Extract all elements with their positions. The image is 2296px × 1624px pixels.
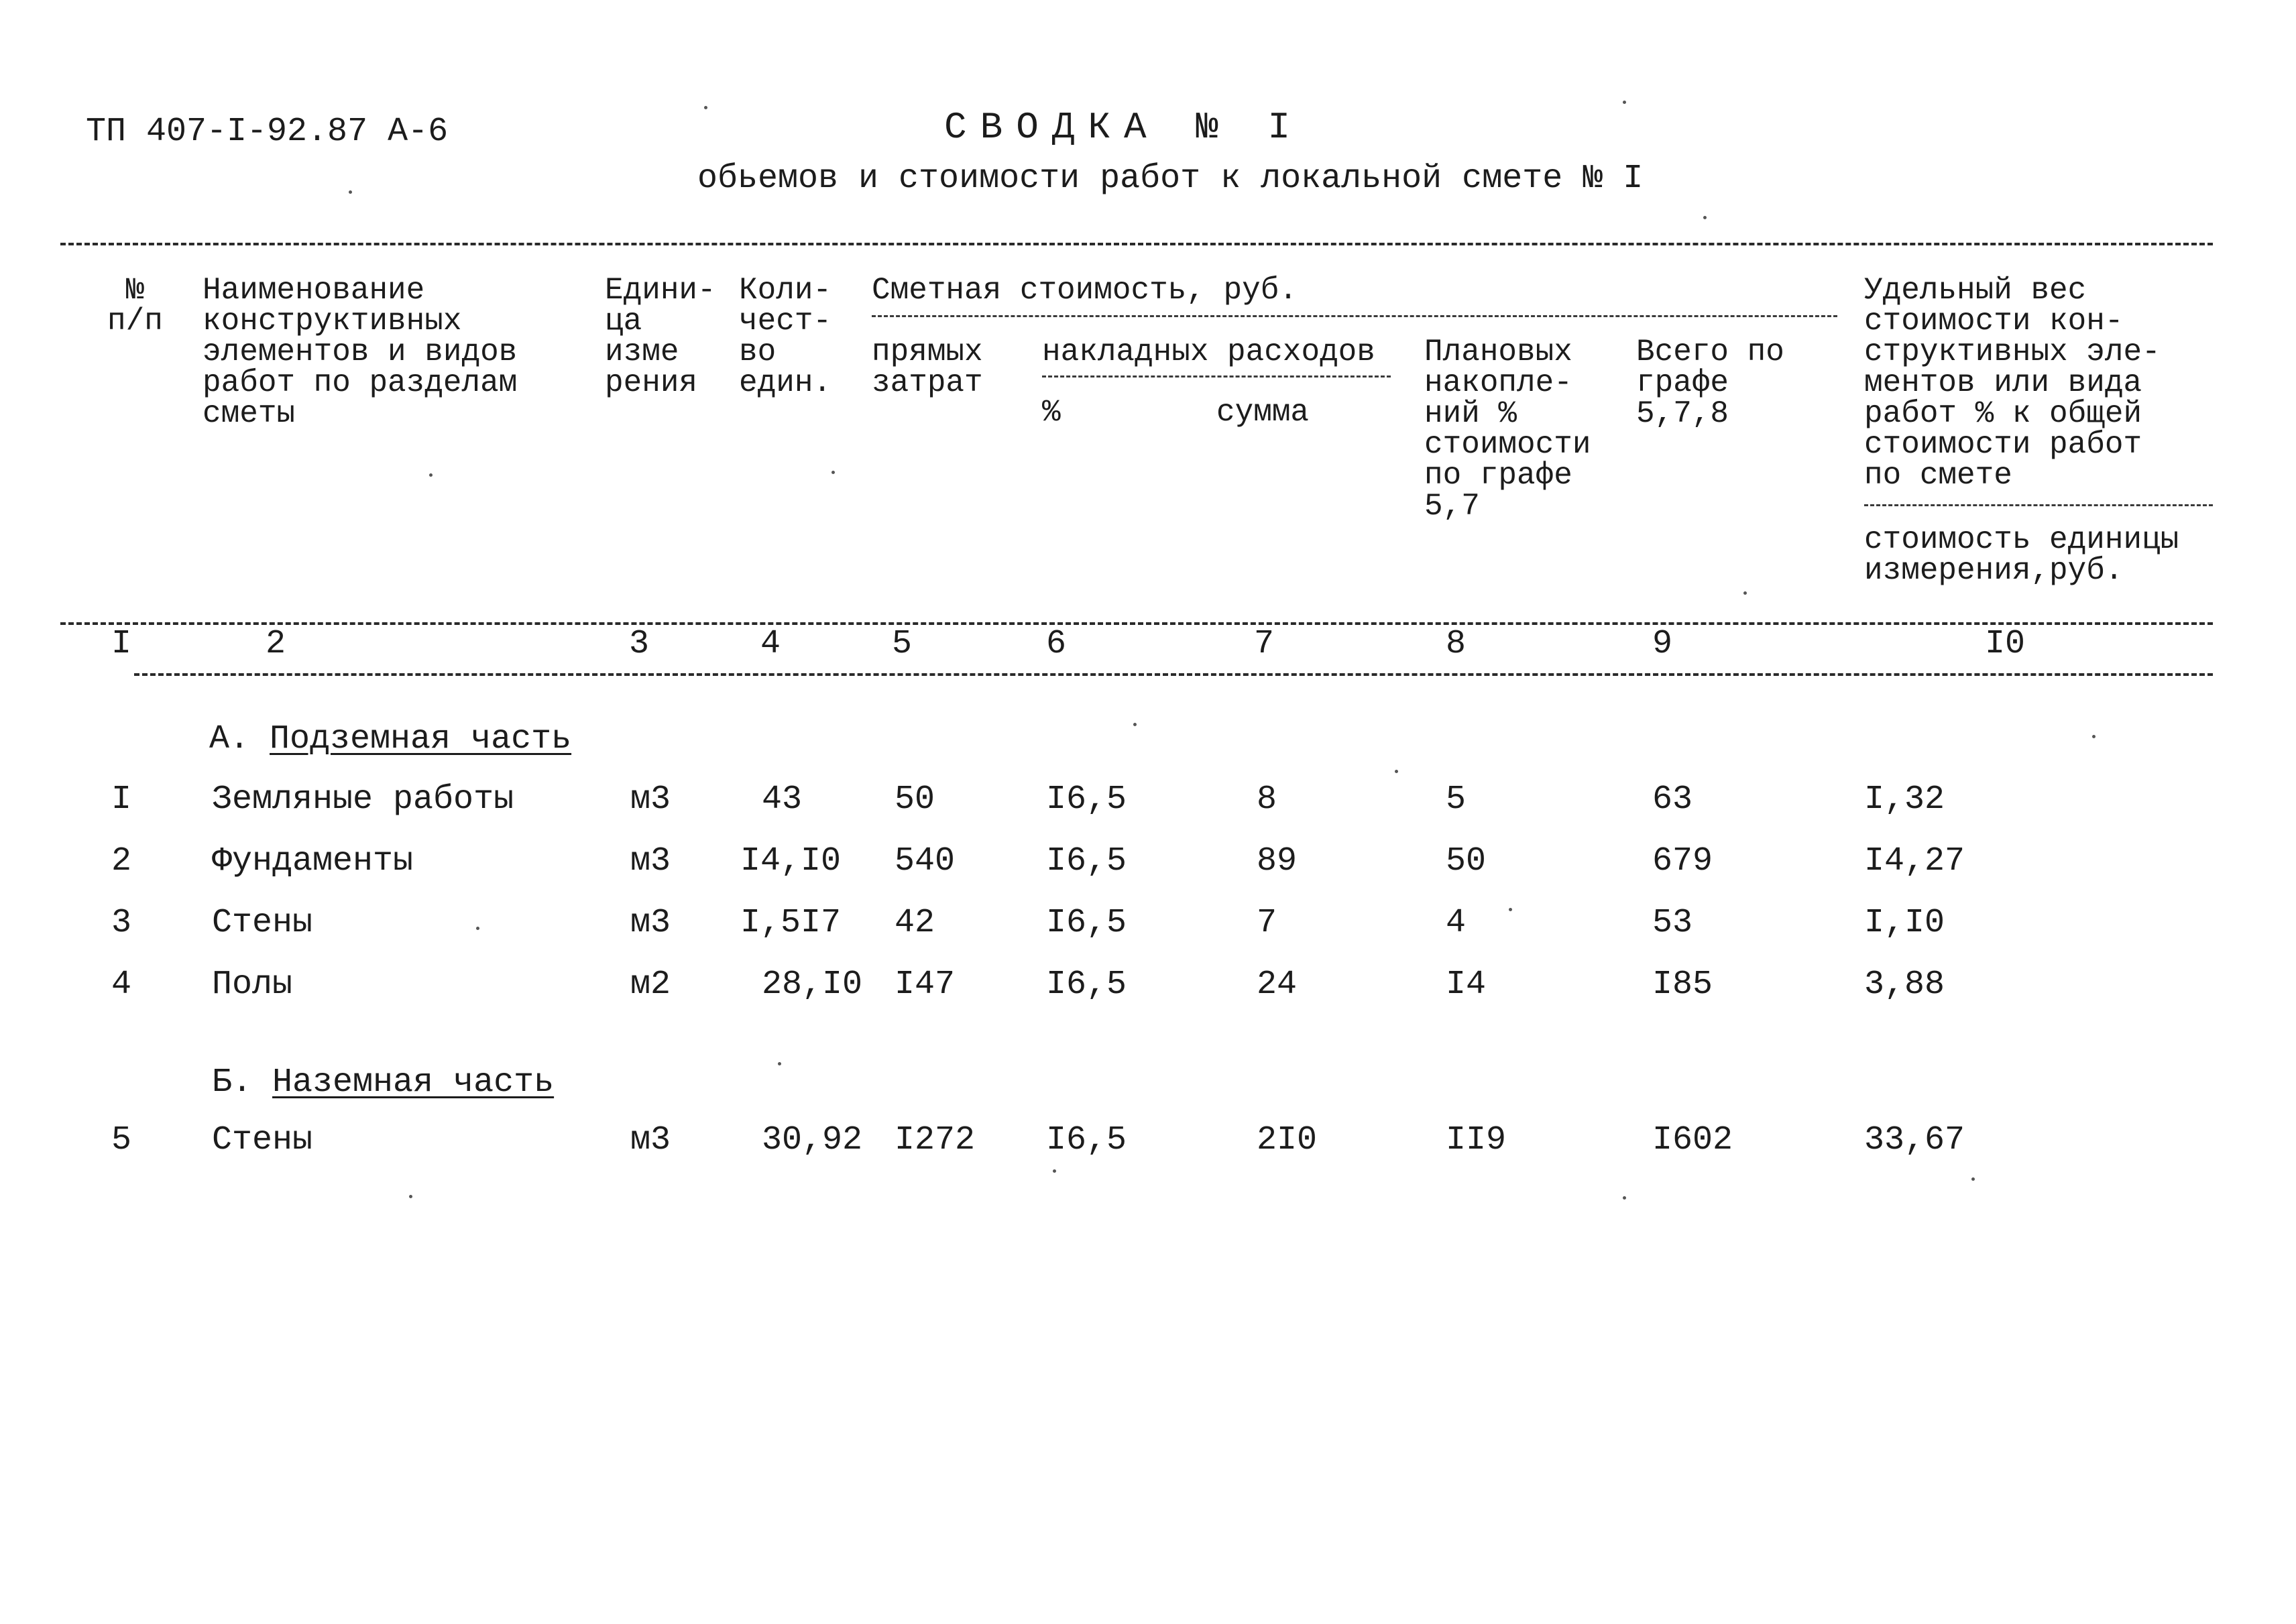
cell-planned-savings: 50 [1446, 842, 1487, 880]
cell-direct-costs: 42 [895, 904, 935, 942]
header-unit-cost: стоимость единицы измерения,руб. [1864, 522, 2179, 588]
scan-speck [778, 1062, 781, 1065]
column-numbers-rule [134, 673, 2213, 676]
column-number: 8 [1446, 625, 1467, 663]
cell-planned-savings: 4 [1446, 904, 1467, 942]
table-top-rule [60, 243, 2213, 245]
scan-speck [1623, 1196, 1626, 1200]
scan-speck [1133, 723, 1137, 726]
column-number: I0 [1985, 625, 2026, 663]
cell-share: I,I0 [1864, 904, 1945, 942]
header-overhead-percent: % [1042, 395, 1061, 430]
cell-overhead-percent: I6,5 [1046, 1121, 1127, 1159]
cell-name: Земляные работы [212, 780, 514, 819]
cell-overhead-sum: 8 [1257, 780, 1277, 819]
header-share: Удельный вес стоимости кон- структивных эле- ментов или вида работ % к общей стоимости работ по смете [1864, 273, 2161, 493]
cell-overhead-percent: I6,5 [1046, 966, 1127, 1004]
column-10-split-rule [1864, 504, 2213, 506]
scan-speck [1971, 1177, 1975, 1181]
cell-total: 63 [1652, 780, 1693, 819]
cell-row-number: 5 [111, 1121, 132, 1159]
header-quantity: Коли- чест- во един. [739, 273, 832, 400]
column-number: 5 [892, 625, 913, 663]
cell-name: Фундаменты [212, 842, 414, 880]
header-planned-savings: Плановых накопле- ний % стоимости по графе 5,7 [1424, 335, 1591, 524]
cell-quantity: I4,I0 [740, 842, 842, 880]
header-total: Всего по графе 5,7,8 [1636, 335, 1784, 431]
cell-direct-costs: I47 [895, 966, 956, 1004]
cell-quantity: I,5I7 [740, 904, 842, 942]
cell-overhead-percent: I6,5 [1046, 904, 1127, 942]
cell-name: Стены [212, 1121, 313, 1159]
cell-overhead-sum: 2I0 [1257, 1121, 1318, 1159]
cell-direct-costs: 50 [895, 780, 935, 819]
cell-share: 33,67 [1864, 1121, 1965, 1159]
cell-total: I602 [1652, 1121, 1733, 1159]
scan-speck [704, 106, 707, 109]
scan-speck [409, 1195, 412, 1198]
overhead-rule [1042, 375, 1391, 378]
header-name: Наименование конструктивных элементов и видов работ по разделам сметы [203, 273, 518, 431]
cell-planned-savings: 5 [1446, 780, 1467, 819]
cell-share: I4,27 [1864, 842, 1965, 880]
column-number: 3 [629, 625, 650, 663]
cell-share: I,32 [1864, 780, 1945, 819]
header-overhead: накладных расходов [1042, 335, 1375, 369]
cell-overhead-sum: 7 [1257, 904, 1277, 942]
cell-quantity: 43 [762, 780, 803, 819]
cell-unit: м3 [630, 842, 671, 880]
cell-overhead-sum: 89 [1257, 842, 1298, 880]
column-number: I [111, 625, 132, 663]
cell-name: Полы [212, 966, 293, 1004]
cell-unit: м3 [630, 904, 671, 942]
header-row-number: № п/п [107, 273, 163, 339]
column-number: 6 [1046, 625, 1067, 663]
scan-speck [349, 190, 352, 194]
cell-quantity: 28,I0 [762, 966, 863, 1004]
cell-direct-costs: I272 [895, 1121, 976, 1159]
scan-speck [1623, 101, 1626, 104]
cell-share: 3,88 [1864, 966, 1945, 1004]
document-title: СВОДКА № I [944, 106, 1304, 149]
section-heading: А. Подземная часть [209, 720, 572, 758]
scan-speck [1743, 591, 1747, 595]
scan-speck [2092, 735, 2096, 738]
cell-row-number: I [111, 780, 132, 819]
cell-unit: м3 [630, 780, 671, 819]
column-number: 9 [1652, 625, 1673, 663]
cell-quantity: 30,92 [762, 1121, 863, 1159]
cell-unit: м3 [630, 1121, 671, 1159]
cell-total: 53 [1652, 904, 1693, 942]
cell-row-number: 4 [111, 966, 132, 1004]
cell-planned-savings: I4 [1446, 966, 1487, 1004]
header-direct-costs: прямых затрат [872, 335, 983, 400]
scan-speck [1395, 770, 1398, 773]
section-heading: Б. Наземная часть [212, 1063, 555, 1102]
header-bottom-rule [60, 622, 2213, 625]
header-overhead-sum: сумма [1216, 395, 1310, 430]
cell-overhead-percent: I6,5 [1046, 842, 1127, 880]
scan-speck [1509, 908, 1512, 911]
scan-speck [476, 927, 479, 930]
cell-unit: м2 [630, 966, 671, 1004]
header-cost-group: Сметная стоимость, руб. [872, 273, 1298, 308]
cell-row-number: 2 [111, 842, 132, 880]
document-subtitle: обьемов и стоимости работ к локальной смете № I [697, 160, 1644, 198]
cell-planned-savings: II9 [1446, 1121, 1507, 1159]
cell-overhead-percent: I6,5 [1046, 780, 1127, 819]
scan-speck [429, 473, 433, 477]
cell-total: 679 [1652, 842, 1713, 880]
cell-row-number: 3 [111, 904, 132, 942]
cell-total: I85 [1652, 966, 1713, 1004]
column-number: 4 [760, 625, 781, 663]
header-unit: Едини- ца изме рения [605, 273, 716, 400]
column-number: 7 [1254, 625, 1275, 663]
scan-speck [1053, 1169, 1056, 1173]
cost-group-rule [872, 315, 1837, 317]
cell-overhead-sum: 24 [1257, 966, 1298, 1004]
column-number: 2 [266, 625, 286, 663]
scan-speck [1703, 216, 1707, 219]
cell-direct-costs: 540 [895, 842, 956, 880]
scan-speck [831, 471, 835, 474]
cell-name: Стены [212, 904, 313, 942]
document-code: ТП 407-I-92.87 А-6 [86, 113, 449, 151]
